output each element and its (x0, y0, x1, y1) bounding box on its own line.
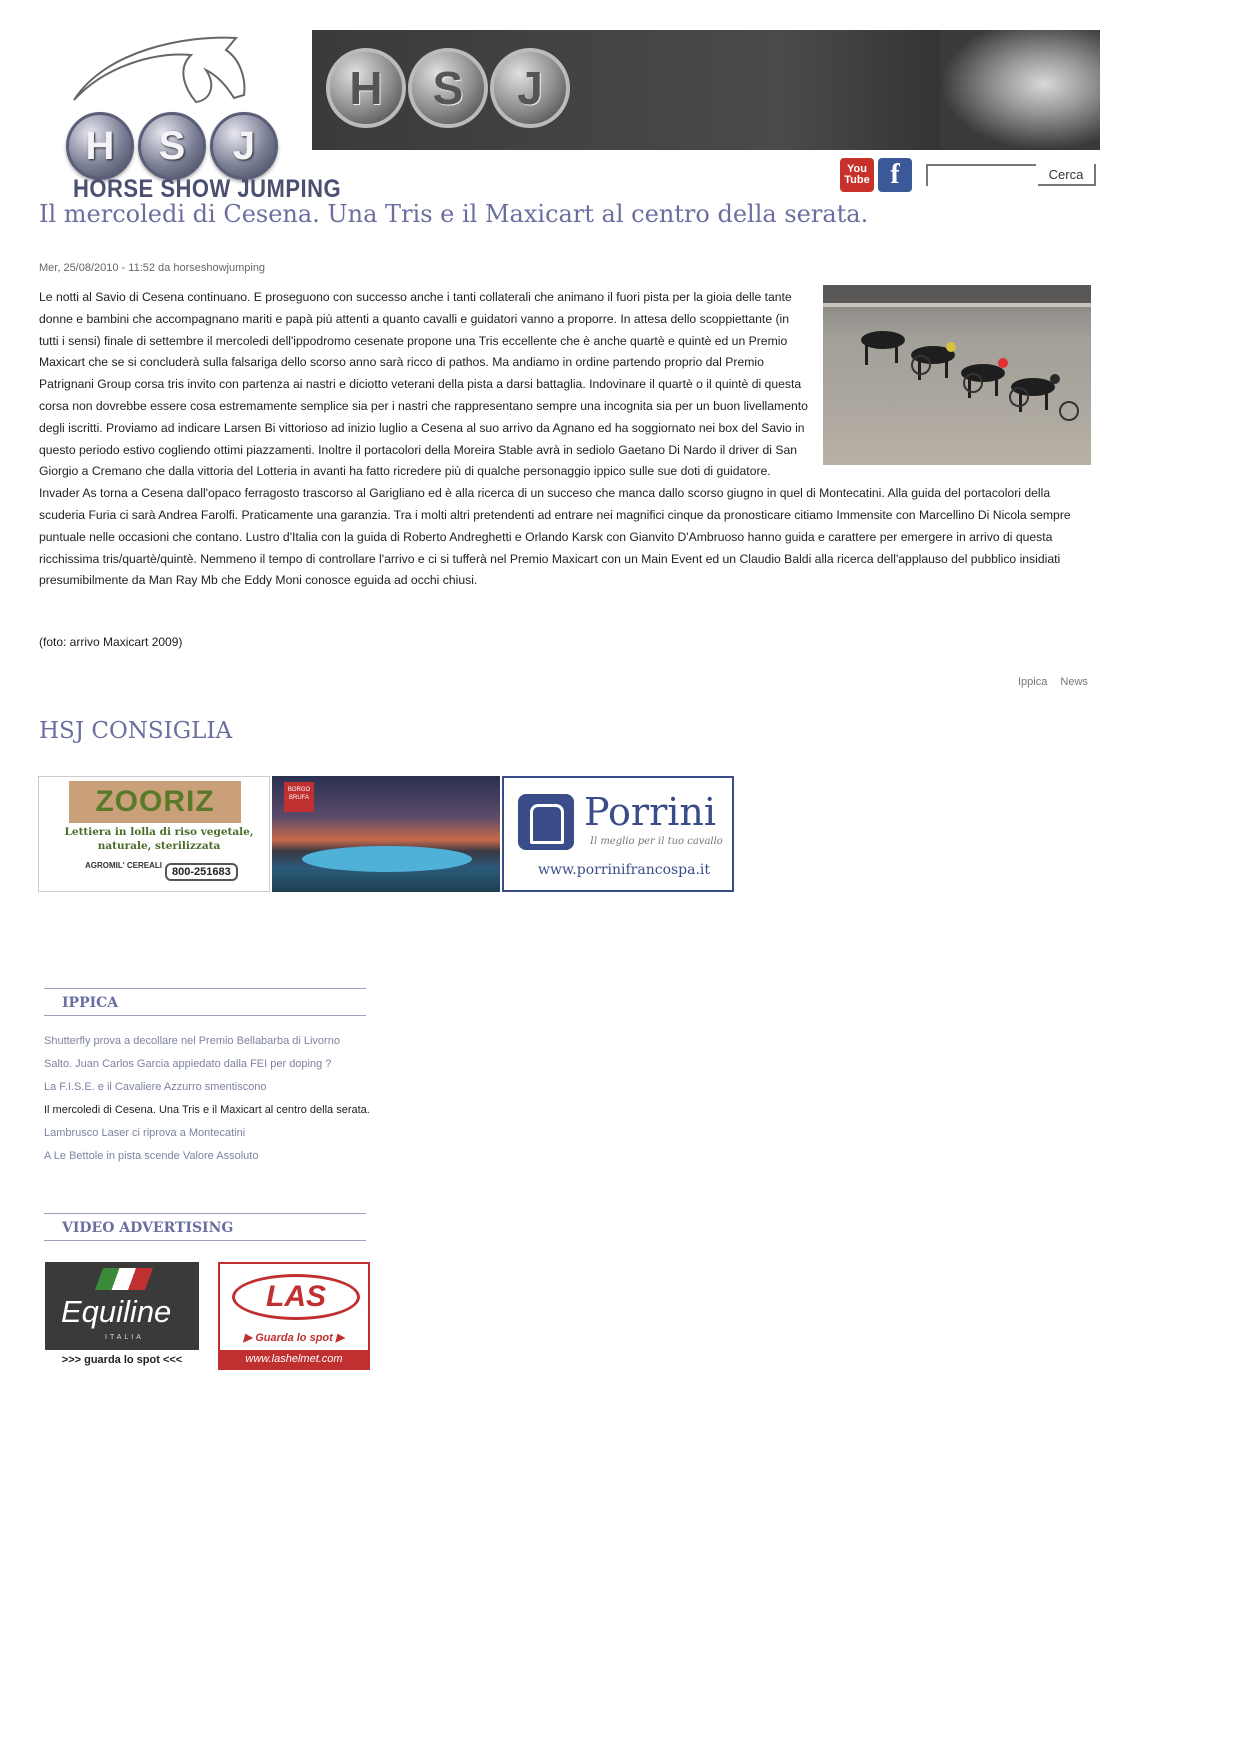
list-item (44, 1053, 374, 1076)
tag-ippica[interactable]: Ippica (1018, 676, 1048, 688)
list-item (44, 1145, 374, 1168)
logo-letter-j: J (210, 112, 278, 180)
ippica-link-current[interactable]: Il mercoledi di Cesena. Una Tris e il Maxicart al centro della serata. (44, 1104, 370, 1116)
borgo-badge: BORGO BRUFA (284, 782, 314, 812)
article-meta: Mer, 25/08/2010 - 11:52 da horseshowjumping (39, 262, 266, 274)
logo-wordmark: HORSE SHOW JUMPING (73, 174, 342, 203)
banner-horse-image (940, 30, 1100, 150)
play-icon: ▶ (243, 1332, 256, 1344)
article-tags (1008, 676, 1088, 688)
zooriz-phone: 800-251683 (165, 863, 238, 881)
search-button[interactable]: Cerca (1038, 164, 1096, 186)
zooriz-brand: ZOORIZ (69, 781, 241, 823)
facebook-icon[interactable]: f (878, 158, 912, 192)
youtube-icon[interactable]: You Tube (840, 158, 874, 192)
las-cta-label: Guarda lo spot (255, 1332, 333, 1344)
italian-flag-icon (95, 1268, 153, 1290)
tag-news[interactable]: News (1060, 676, 1088, 688)
porrini-url: www.porrinifrancospa.it (538, 862, 711, 878)
site-logo[interactable] (66, 30, 342, 203)
logo-letter-h: H (66, 112, 134, 180)
play-icon: ▶ (332, 1332, 345, 1344)
search-input[interactable] (926, 164, 1036, 186)
article-title: Il mercoledi di Cesena. Una Tris e il Maxicart al centro della serata. (39, 200, 869, 228)
ippica-link[interactable]: A Le Bettole in pista scende Valore Assoluto (44, 1150, 259, 1162)
consiglia-heading: HSJ CONSIGLIA (39, 718, 233, 744)
porrini-tagline: Il meglio per il tuo cavallo (590, 836, 723, 847)
list-item-current (44, 1099, 374, 1122)
las-url: www.lashelmet.com (220, 1350, 368, 1368)
zooriz-agromil: AGROMIL' CEREALI (85, 861, 163, 870)
list-item (44, 1122, 374, 1145)
zooriz-tagline: Lettiera in lolla di riso vegetale, naturale, sterilizzata (64, 826, 254, 852)
ippica-link[interactable]: Shutterfly prova a decollare nel Premio Bellabarba di Livorno (44, 1035, 340, 1047)
porrini-horse-icon (518, 794, 574, 850)
las-logo: LAS (232, 1274, 360, 1320)
ad-porrini[interactable] (502, 776, 734, 892)
ippica-link[interactable]: La F.I.S.E. e il Cavaliere Azzurro smentiscono (44, 1081, 267, 1093)
video-ad-equiline[interactable] (45, 1262, 199, 1370)
equiline-name: Equiline (61, 1294, 172, 1329)
las-cta[interactable] (226, 1328, 362, 1348)
banner-letter-s: S (408, 48, 488, 128)
header-banner (312, 30, 1100, 150)
logo-letter-s: S (138, 112, 206, 180)
video-ad-las[interactable] (218, 1262, 370, 1370)
ippica-heading: IPPICA (44, 988, 366, 1016)
horse-head-icon (66, 30, 286, 120)
banner-letter-h: H (326, 48, 406, 128)
article-body: Le notti al Savio di Cesena continuano. E proseguono con successo anche i tanti collaterali che animano il fuori pista per la gioia delle tante donne e bambini che accompagnano mariti e papà più attenti a quanto cavalli e guidatori vanno a proporre. In attesa dello scoppiettante (in tutti i sensi) finale di settembre il mercoledi dell'ippodromo cesenate propone una Tris eccellente che è anche quartè e quintè ed un Premio Maxicart che se si concluderà sulla falsariga dello scorso anno sarà ricco di pathos. Ma andiamo in ordine partendo proprio dal Premio Patrignani Group corsa tris invito con partenza ai nastri e diciotto veterani della pista a darsi battaglia. Indovinare il quartè o il quintè di questa corsa non dovrebbe essere cosa estremamente semplice sia per i nastri che rappresentano sempre una incognita sia per un buon livellamento degli iscritti. Proviamo ad indicare Larsen Bi vittorioso ad inizio luglio a Cesena al suo arrivo da Agnano ed ha soggiornato nei box del Savio in questo periodo estivo cogliendo ottimi piazzamenti. Inoltre il portacolori della Moreira Stable avrà in sediolo Gaetano Di Nardo il driver di San Giorgio a Cremano che dalla vittoria del Lotteria in avanti ha fatto ricredere più di qualche personaggio ippico sulle sue doti di guidatore. Invader As torna a Cesena dall'opaco ferragosto trascorso al Garigliano ed è alla ricerca di un succeso che manca dallo scorso giugno in quel di Montecatini. Alla guida del portacolori della scuderia Furia ci sarà Andrea Farolfi. Praticamente una garanzia. Tra i molti altri pretendenti ad entrare nei magnifici cinque da pronosticare citiamo Immensite con Marcellino Di Nicola sempre puntuale nelle occasioni che contano. Lustro d'Italia con la guida di Roberto Andreghetti e Orlando Karsk con Gianvito D'Ambruoso hanno guida e carattere per emergere in arrivo di questa ricchissima tris/quartè/quintè. Nemmeno il tempo di controllare l'arrivo e ci si tufferà nel Premio Maxicart con un Main Event ed un Claudio Baldi alla ricerca dell'applauso del pubblico insidiati presumibilmente da Man Ray Mb che Eddy Moni conosce eguida ad occhi chiusi. (39, 290, 1071, 588)
equiline-sub: ITALIA (105, 1334, 144, 1341)
list-item (44, 1076, 374, 1099)
photo-caption: (foto: arrivo Maxicart 2009) (39, 635, 183, 649)
list-item (44, 1030, 374, 1053)
porrini-name: Porrini (584, 790, 717, 834)
equiline-cta[interactable]: >>> guarda lo spot <<< (45, 1350, 199, 1370)
ad-borgo-brufa[interactable] (272, 776, 500, 892)
ippica-link[interactable]: Lambrusco Laser ci riprova a Montecatini (44, 1127, 246, 1139)
pool-image (302, 846, 472, 872)
ippica-list (44, 1030, 374, 1168)
banner-letter-j: J (490, 48, 570, 128)
video-advertising-heading: VIDEO ADVERTISING (44, 1213, 366, 1241)
ippica-link[interactable]: Salto. Juan Carlos Garcia appiedato dalla FEI per doping ? (44, 1058, 332, 1070)
ad-zooriz[interactable] (38, 776, 270, 892)
